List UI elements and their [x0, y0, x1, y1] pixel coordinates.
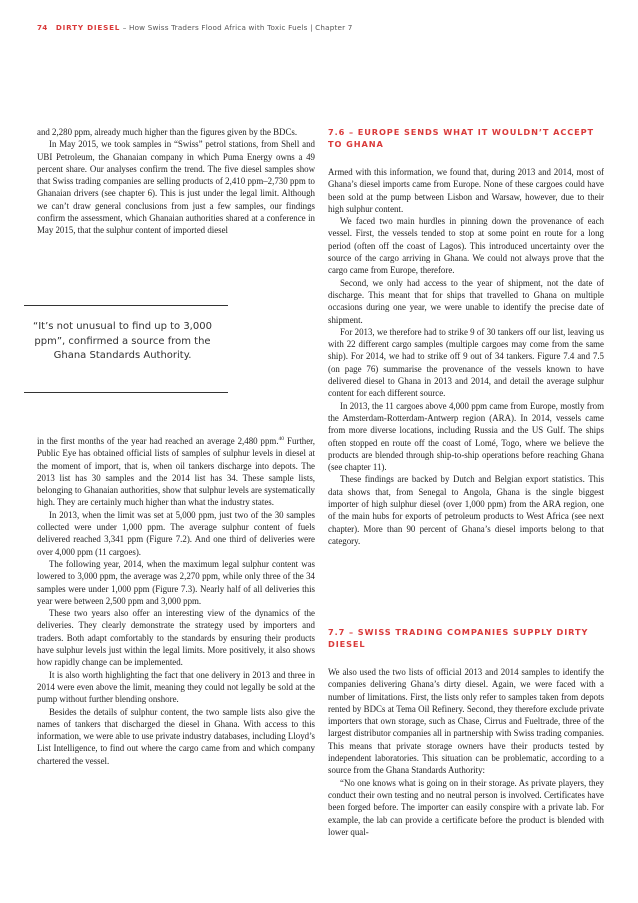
paragraph [37, 435, 315, 509]
paragraph: We also used the two lists of official 2013 and 2014 samples to identify the companies delivering Ghana’s dirty diesel. Again, we were faced with a number of limitations. First, the lists only refer to samples taken from depots rented by BDCs at Tema Oil Refinery. Second, they therefore exclude private importers that own storage, such as Chase, Cirrus and Fueltrade, three of the largest distributor companies all in partnership with Swiss trading companies. This means that private storage owners have their products tested by independent laboratories. This situation can be problematic, according to a source from the Ghana Standards Authority: [328, 667, 604, 776]
paragraph: For 2013, we therefore had to strike 9 of 30 tankers off our list, leaving us with 22 different cargo samples (multiple cargoes may come from the same ship). For 2014, we had to strike off 9 out of 34 tankers. Figure 7.4 and 7.5 (on page 76) summarise the provenance of the vessels known to have delivered diesel to Ghana in 2013 and 2014, and detail the average sulphur content for each different source. [328, 326, 604, 399]
paragraph: We faced two main hurdles in pinning down the provenance of each vessel. First, the vessels tended to stop at some point en route for a long period (often off the coast of Lagos). This introduced uncertainty over the source of the cargo arriving in Ghana. We could not always prove that the cargo came from Europe, therefore. [328, 216, 604, 276]
section-heading-7-6: 7.6 – EUROPE SENDS WHAT IT WOULDN’T ACCEPT TO GHANA [328, 127, 595, 149]
quote-rule-top [24, 305, 228, 306]
paragraph: Armed with this information, we found that, during 2013 and 2014, most of Ghana’s diesel imports came from Europe. None of these cargoes could have been sold at the pump between Lisbon and Warsaw, however, due to their high sulphur content. [328, 167, 604, 214]
paragraph: Second, we only had access to the year of shipment, not the date of discharge. This meant that for ships that travelled to Ghana on multiple occasions during one year, we were unable to identify the precise date of shipment. [328, 277, 604, 325]
report-title: DIRTY DIESEL [55, 23, 121, 32]
running-header [37, 23, 597, 32]
paragraph: The following year, 2014, when the maximum legal sulphur content was lowered to 3,000 ppm, the average was 2,270 ppm, while only three of the 34 samples were under 1,000 ppm (Figure 7.3). Nearly half of all deliveries this year were between 2,500 ppm and 3,000 ppm. [37, 558, 315, 606]
paragraph: “No one knows what is going on in their storage. As private players, they conduct their own testing and no neutral person is involved. Certificates have been forged before. The importer can easily conspire with a private lab. For example, the lab can provide a certificate before the product is blended with lower qual- [328, 777, 604, 837]
section-7-7-body [328, 666, 604, 838]
left-column-bottom [37, 435, 315, 767]
page-number: 74 [37, 23, 48, 32]
section-7-6-body [328, 166, 604, 547]
text-segment: Further, Public Eye has obtained official lists of samples of sulphur levels in diesel at the moment of import, that is, when oil tankers discharge into depots. The 2013 list has 30 samples and the 2014 list has 34. These sample lists, belonging to Ghanaian authorities, show that sulphur levels are systematically high. They are certainly much higher than what the industry states. [37, 436, 315, 508]
quote-rule-bottom [24, 392, 228, 393]
pull-quote: “It’s not unusual to find up to 3,000 ppm”, confirmed a source from the Ghana Standards Authority. [33, 321, 212, 362]
paragraph: In 2013, the 11 cargoes above 4,000 ppm came from Europe, mostly from the Amsterdam-Rotterdam-Antwerp region (ARA). In 2014, vessels came from more diverse locations, including Russia and the US Gulf. The ships often stopped en route off the coast of Lomé, Togo, where we believe the products are blended through ship-to-ship operations before reaching Ghana (see chapter 11). [328, 400, 604, 473]
left-column-top [37, 126, 315, 237]
text-segment: in the first months of the year had reached an average 2,480 ppm. [37, 436, 279, 446]
paragraph: It is also worth highlighting the fact that one delivery in 2013 and three in 2014 were even above the limit, meaning they could not legally be sold at the pump without further blending onshore. [37, 669, 315, 705]
section-heading-7-7: 7.7 – SWISS TRADING COMPANIES SUPPLY DIRTY DIESEL [328, 627, 589, 649]
paragraph: These findings are backed by Dutch and Belgian export statistics. This data shows that, from Senegal to Angola, Ghana is the single biggest importer of high sulphur diesel (over 1,000 ppm) from the ARA region, one of the main hubs for exports of petroleum products to West Africa (see next chapter). More than 90 percent of Ghana’s diesel imports belong to that category. [328, 474, 604, 546]
paragraph: and 2,280 ppm, already much higher than the figures given by the BDCs. [37, 127, 298, 137]
report-subtitle: – How Swiss Traders Flood Africa with Toxic Fuels | Chapter 7 [122, 23, 353, 32]
paragraph: In 2013, when the limit was set at 5,000 ppm, just two of the 30 samples collected were under 1,000 ppm. The average sulphur content of fuels delivered reached 3,341 ppm (Figure 7.2). And one third of deliveries were over 4,000 ppm (11 cargoes). [37, 509, 315, 557]
paragraph: These two years also offer an interesting view of the dynamics of the deliveries. They clearly demonstrate the strategy used by importers and traders. Both adapt comfortably to the standards by ensuring their products have sulphur levels just within the legal limits. More positively, it also shows how rapidly change can be implemented. [37, 608, 315, 668]
footnote-ref: 40 [278, 436, 285, 443]
paragraph: Besides the details of sulphur content, the two sample lists also give the names of tankers that discharged the diesel in Ghana. With access to this information, we were able to use private industry databases, including Lloyd’s List Intelligence, to find out where the cargo came from and which company chartered the vessel. [37, 706, 316, 766]
paragraph: In May 2015, we took samples in “Swiss” petrol stations, from Shell and UBI Petroleum, the Ghanaian company in which Puma Energy owns a 49 percent share. Our analyses confirm the trend. The five diesel samples show that Swiss trading companies are selling products of 2,410 ppm–2,730 ppm to Ghanaian drivers (see chapter 6). This is just under the legal limit. Although we can’t draw general conclusions from just a few samples, our findings confirm the assessment, which Ghanaian authorities shared at a conference in May 2015, that the sulphur content of imported diesel [37, 139, 315, 236]
